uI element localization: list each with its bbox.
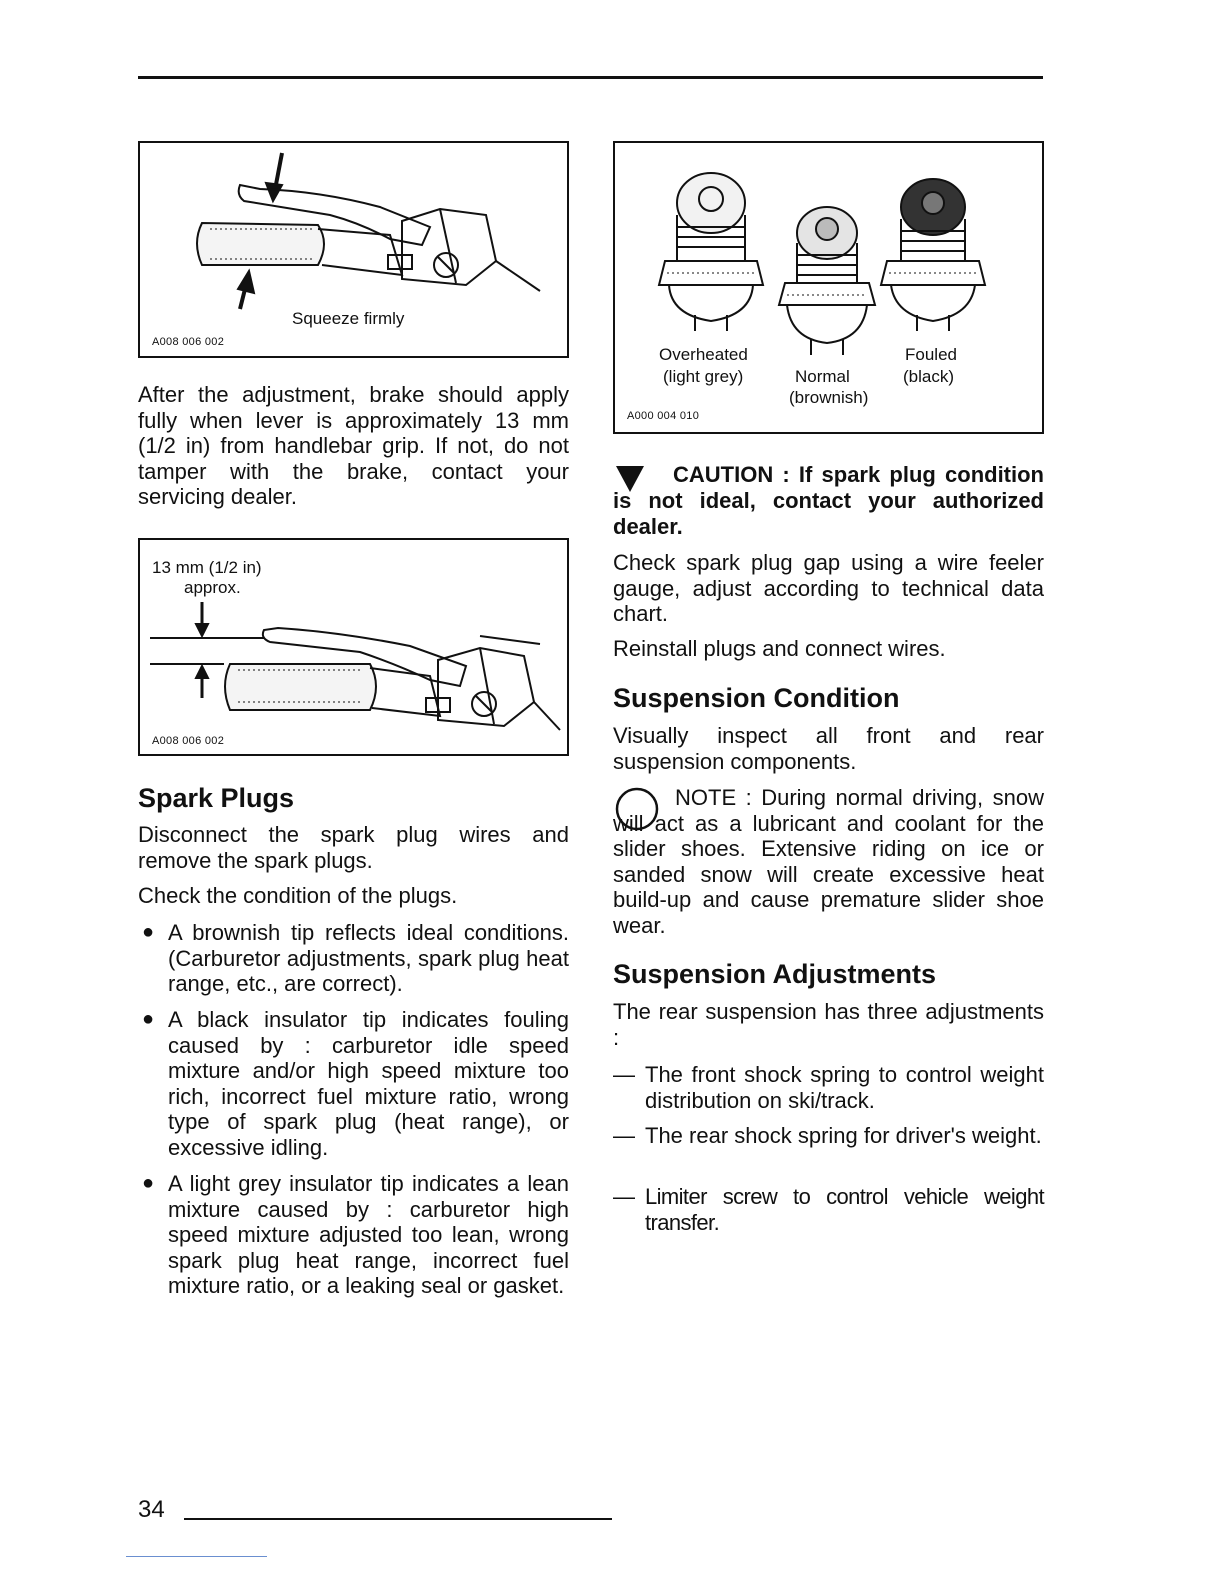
spark-plug-figure xyxy=(613,141,1044,434)
normal-plug-drawing xyxy=(779,207,875,355)
dash-mark: — xyxy=(613,1184,635,1209)
top-rule xyxy=(138,76,1043,79)
page-number: 34 xyxy=(138,1496,165,1523)
dash-text: The rear shock spring for driver's weight. xyxy=(645,1123,1042,1148)
list-item xyxy=(613,1184,1044,1235)
bullet-text: A light grey insulator tip indicates a lean mixture caused by : carburetor high speed mixture adjusted too lean, wrong spark plug heat range, incorrect fuel mixture ratio, or a leaking seal or gasket. xyxy=(168,1171,569,1298)
list-item xyxy=(613,1062,1044,1113)
suspension-adjustments-heading: Suspension Adjustments xyxy=(613,959,937,989)
caution-text: CAUTION : If spark plug condition is not ideal, contact your authorized dealer. xyxy=(613,462,1044,539)
overheated-sublabel: (light grey) xyxy=(663,367,744,386)
bullet-dot: ● xyxy=(142,921,155,943)
check-condition-paragraph: Check the condition of the plugs. xyxy=(138,883,458,908)
normal-label: Normal xyxy=(795,367,850,386)
fouled-label: Fouled xyxy=(905,345,957,364)
bullet-text: A brownish tip reflects ideal conditions. (Carburetor adjustments, spark plug heat range, etc., are correct). xyxy=(168,920,569,996)
figure-code: A000 004 010 xyxy=(627,410,700,422)
bullet-dot: ● xyxy=(142,1008,155,1030)
footer-rule xyxy=(184,1518,612,1520)
adjustments-intro-paragraph: The rear suspension has three adjustments : xyxy=(613,999,1044,1050)
overheated-plug-drawing xyxy=(659,173,763,331)
dash-text: The front shock spring to control weight distribution on ski/track. xyxy=(645,1062,1044,1113)
spark-plugs-heading: Spark Plugs xyxy=(138,783,295,813)
distance-label-line2: approx. xyxy=(184,578,241,597)
dash-mark: — xyxy=(613,1123,635,1148)
dash-mark: — xyxy=(613,1062,635,1087)
fouled-sublabel: (black) xyxy=(903,367,955,386)
list-item xyxy=(613,1123,1044,1149)
distance-label-line1: 13 mm (1/2 in) xyxy=(152,558,262,577)
scan-edge-line xyxy=(126,1556,267,1557)
squeeze-caption: Squeeze firmly xyxy=(292,309,405,328)
brake-adjustment-paragraph: After the adjustment, brake should apply fully when lever is approximately 13 mm (1/2 in) from handlebar grip. If not, do not tamper with the brake, contact your servicing dealer. xyxy=(138,382,569,509)
list-item xyxy=(138,1171,569,1299)
caution-notice xyxy=(613,462,1044,540)
disconnect-paragraph: Disconnect the spark plug wires and remove the spark plugs. xyxy=(138,822,569,873)
overheated-label: Overheated xyxy=(659,345,748,364)
normal-sublabel: (brownish) xyxy=(789,388,869,407)
dash-text: Limiter screw to control vehicle weight transfer. xyxy=(645,1184,1044,1235)
gap-paragraph: Check spark plug gap using a wire feeler gauge, adjust according to technical data chart. xyxy=(613,550,1044,626)
figure-code: A008 006 002 xyxy=(152,735,225,747)
inspect-paragraph: Visually inspect all front and rear suspension components. xyxy=(613,723,1044,774)
suspension-condition-heading: Suspension Condition xyxy=(613,683,900,713)
bullet-dot: ● xyxy=(142,1172,155,1194)
reinstall-paragraph: Reinstall plugs and connect wires. xyxy=(613,636,946,661)
list-item xyxy=(138,920,569,997)
fouled-plug-drawing xyxy=(881,179,985,331)
brake-lever-figure xyxy=(138,141,569,358)
figure-code: A008 006 002 xyxy=(152,336,225,348)
list-item xyxy=(138,1007,569,1160)
lever-distance-figure xyxy=(138,538,569,756)
bullet-text: A black insulator tip indicates fouling caused by : carburetor idle speed mixture and/or high speed mixture too rich, incorrect fuel mixture ratio, wrong type of spark plug (heat range), or excessive idling. xyxy=(168,1007,569,1160)
note-notice xyxy=(613,785,1044,938)
note-text: NOTE : During normal driving, snow will act as a lubricant and coolant for the slider shoes. Extensive riding on ice or sanded snow will create excessive heat build-up and cause premature slider shoe wear. xyxy=(613,785,1044,938)
